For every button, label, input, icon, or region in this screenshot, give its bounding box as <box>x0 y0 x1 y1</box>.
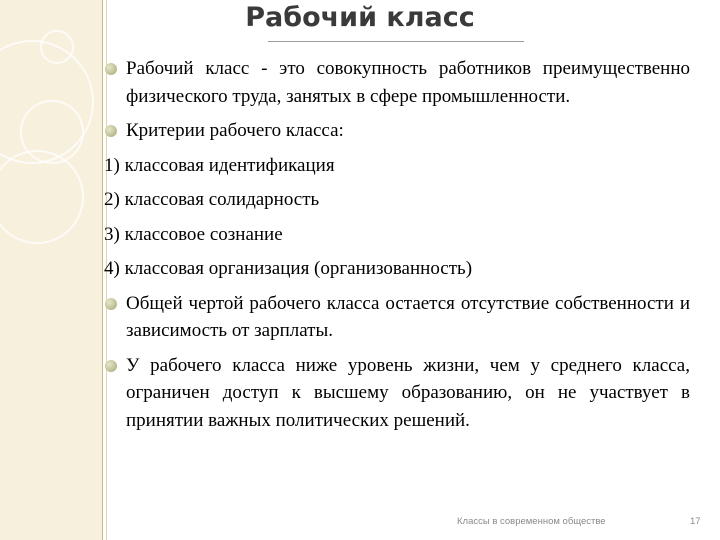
bullet-item-criteria <box>104 117 690 145</box>
bullet-text: Критерии рабочего класса: <box>126 120 344 141</box>
decorative-side-panel <box>0 0 102 540</box>
slide-title: Рабочий класс <box>245 2 475 33</box>
criterion-item: 2) классовая солидарность <box>104 189 320 210</box>
criterion-item: 1) классовая идентификация <box>104 154 335 176</box>
decorative-ring <box>40 30 74 64</box>
slide-content <box>104 55 690 441</box>
bullet-icon <box>105 298 117 310</box>
bullet-item-common-trait <box>104 290 690 345</box>
bullet-text: У рабочего класса ниже уровень жизни, чем у среднего класса, ограничен доступ к высшему образованию, он не участвует в принятии важных политических решений. <box>126 354 690 431</box>
bullet-icon <box>105 360 117 372</box>
page-number: 17 <box>690 516 701 527</box>
bullet-icon <box>105 63 117 75</box>
slide-footer: Классы в современном обществе <box>457 516 606 527</box>
criterion-item: 3) классовое сознание <box>104 223 283 245</box>
bullet-item-living-standard <box>104 352 690 435</box>
title-underline <box>268 41 524 42</box>
panel-divider <box>102 0 103 540</box>
bullet-item-definition <box>104 55 690 110</box>
bullet-text: Рабочий класс - это совокупность работников преимущественно физического труда, занятых в сфере промышленности. <box>126 58 690 107</box>
bullet-icon <box>105 125 117 137</box>
bullet-text: Общей чертой рабочего класса остается отсутствие собственности и зависимость от зарплаты. <box>126 292 690 341</box>
criterion-item: 4) классовая организация (организованность) <box>104 258 473 279</box>
decorative-ring <box>0 150 84 244</box>
